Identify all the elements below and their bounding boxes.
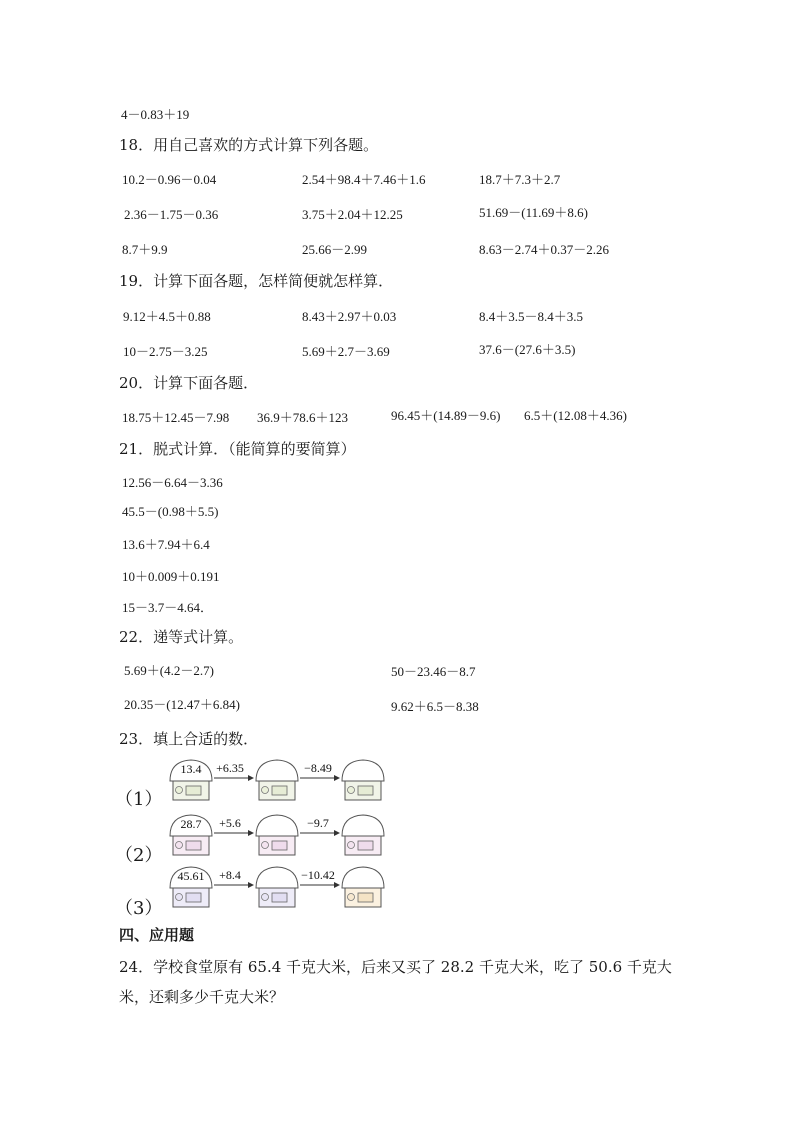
expression: 18.75＋12.45－7.98	[122, 410, 230, 425]
operation-label: −8.49	[304, 761, 332, 775]
operation-label: +8.4	[219, 868, 241, 882]
expression: 3.75＋2.04＋12.25	[302, 207, 403, 222]
expression: 36.9＋78.6＋123	[257, 410, 349, 425]
flow-chain	[166, 864, 396, 916]
expression: 8.7＋9.9	[122, 242, 168, 257]
chain-label: （2）	[115, 845, 163, 866]
expression: 5.69＋(4.2－2.7)	[124, 663, 214, 678]
start-value: 28.7	[180, 817, 202, 831]
question-22-title: 22．递等式计算。	[119, 628, 244, 646]
operation-label: −10.42	[301, 868, 335, 882]
question-20-title: 20．计算下面各题．	[119, 374, 259, 392]
chain-label: （1）	[115, 789, 163, 810]
expression: 6.5＋(12.08＋4.36)	[524, 408, 627, 423]
expression: 8.4＋3.5－8.4＋3.5	[479, 309, 584, 324]
expression: 8.63－2.74＋0.37－2.26	[479, 242, 610, 257]
question-21-title: 21．脱式计算．（能简算的要简算）	[119, 440, 356, 458]
expression: 2.54＋98.4＋7.46＋1.6	[302, 172, 426, 187]
expression: 25.66－2.99	[302, 242, 368, 257]
chain-label: （3）	[115, 898, 163, 919]
start-value: 45.61	[177, 869, 205, 883]
mushroom-house-icon	[342, 815, 384, 855]
expression: 15－3.7－4.64．	[122, 600, 214, 615]
operation-label: +6.35	[216, 761, 244, 775]
expression: 13.6＋7.94＋6.4	[122, 537, 210, 552]
flow-chain	[166, 812, 396, 864]
expression: 45.5－(0.98＋5.5)	[122, 504, 219, 519]
expression: 50－23.46－8.7	[391, 664, 476, 679]
expression: 10－2.75－3.25	[123, 344, 208, 359]
mushroom-house-icon	[342, 867, 384, 907]
expression: 20.35－(12.47＋6.84)	[124, 697, 240, 712]
expression: 9.62＋6.5－8.38	[391, 699, 479, 714]
expression: 5.69＋2.7－3.69	[302, 344, 390, 359]
operation-label: +5.6	[219, 816, 241, 830]
flow-chain-diagram	[166, 812, 396, 860]
operation-label: −9.7	[307, 816, 329, 830]
expression: 8.43＋2.97＋0.03	[302, 309, 397, 324]
expression: 12.56－6.64－3.36	[122, 475, 223, 490]
question-23-title: 23．填上合适的数．	[119, 730, 259, 748]
section-heading: 四、应用题	[119, 926, 195, 944]
expression: 37.6－(27.6＋3.5)	[479, 342, 576, 357]
expression: 9.12＋4.5＋0.88	[123, 309, 211, 324]
expression: 96.45＋(14.89－9.6)	[391, 408, 501, 423]
expression: 10＋0.009＋0.191	[122, 569, 220, 584]
start-value: 13.4	[180, 762, 202, 776]
mushroom-house-icon	[256, 867, 298, 907]
mushroom-house-icon	[256, 815, 298, 855]
flow-chain	[166, 757, 396, 809]
question-24-text: 24．学校食堂原有 65.4 千克大米，后来又买了 28.2 千克大米，吃了 50.6 千克大米，还剩多少千克大米？	[119, 958, 672, 1006]
expression: 10.2－0.96－0.04	[122, 172, 217, 187]
flow-chain-diagram	[166, 757, 396, 805]
expression: 51.69－(11.69＋8.6)	[479, 205, 588, 220]
expression: 4－0.83＋19	[121, 107, 190, 122]
expression: 2.36－1.75－0.36	[124, 207, 219, 222]
mushroom-house-icon	[256, 760, 298, 800]
question-18-title: 18．用自己喜欢的方式计算下列各题。	[119, 136, 379, 154]
question-19-title: 19．计算下面各题，怎样简便就怎样算．	[119, 272, 394, 290]
mushroom-house-icon	[342, 760, 384, 800]
flow-chain-diagram	[166, 864, 396, 912]
expression: 18.7＋7.3＋2.7	[479, 172, 561, 187]
